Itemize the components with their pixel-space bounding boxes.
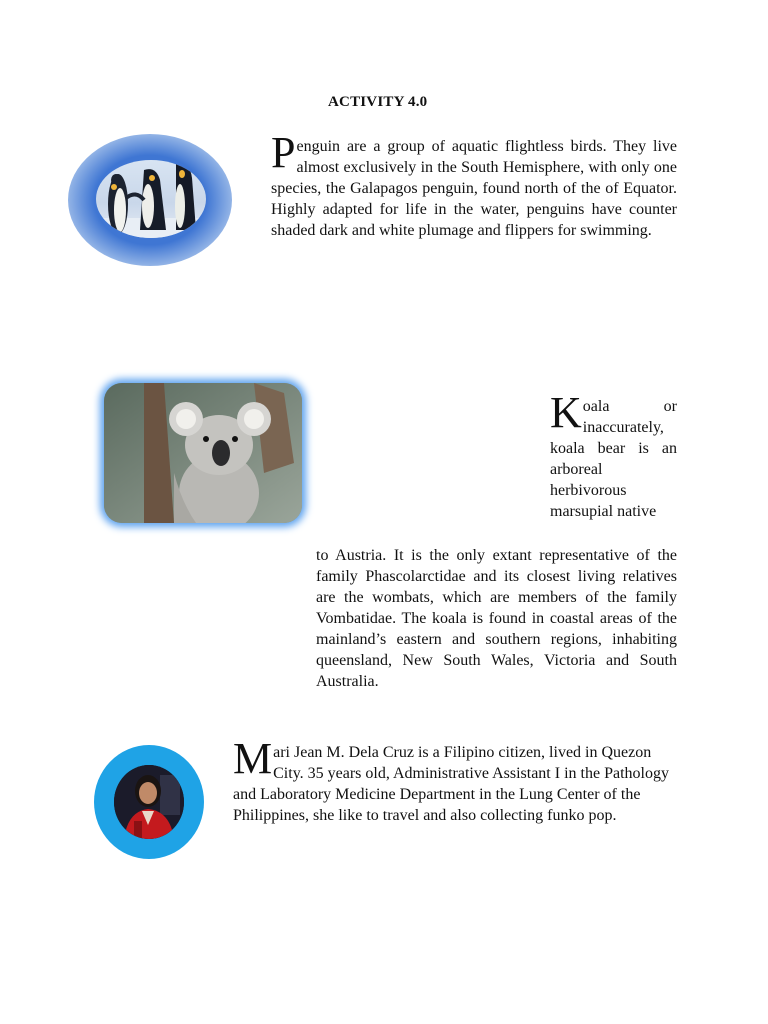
penguin-photo [96,160,206,238]
koala-photo [104,383,302,523]
penguin-text: enguin are a group of aquatic flightless birds. They live almost exclusively in the South Hemisphere, with only one species, the Galapagos penguin, found north of the of Equator. Highly adapted for life in the water, penguins have counter shaded dark and white plumage and flippers for swimming. [271,138,677,239]
penguin-frame [68,134,232,266]
person-photo [114,765,184,839]
person-frame [94,745,204,859]
mari-paragraph [233,734,673,826]
mari-dropcap: M [233,734,273,783]
mari-text: ari Jean M. Dela Cruz is a Filipino citizen, lived in Quezon City. 35 years old, Administrative Assistant I in the Pathology and Laboratory Medicine Department in the Lung Center of the Philippines, she like to travel and also collecting funko pop. [233,744,669,824]
koala-paragraph-bottom: to Austria. It is the only extant representative of the family Phascolarctidae and its closest living relatives are the wombats, which are members of the family Vombatidae. The koala is found in coastal areas of the mainland’s eastern and southern regions, inhabiting queensland, New South Wales, Victoria and South Australia. [316,547,677,690]
penguin-paragraph [271,128,677,241]
koala-paragraph-top [550,388,677,522]
koala-text-narrow: oala or inaccurately, koala bear is an arboreal herbivorous marsupial native [550,398,677,520]
penguin-dropcap: P [271,128,296,177]
koala-dropcap: K [550,388,582,437]
page-title: ACTIVITY 4.0 [328,94,428,110]
